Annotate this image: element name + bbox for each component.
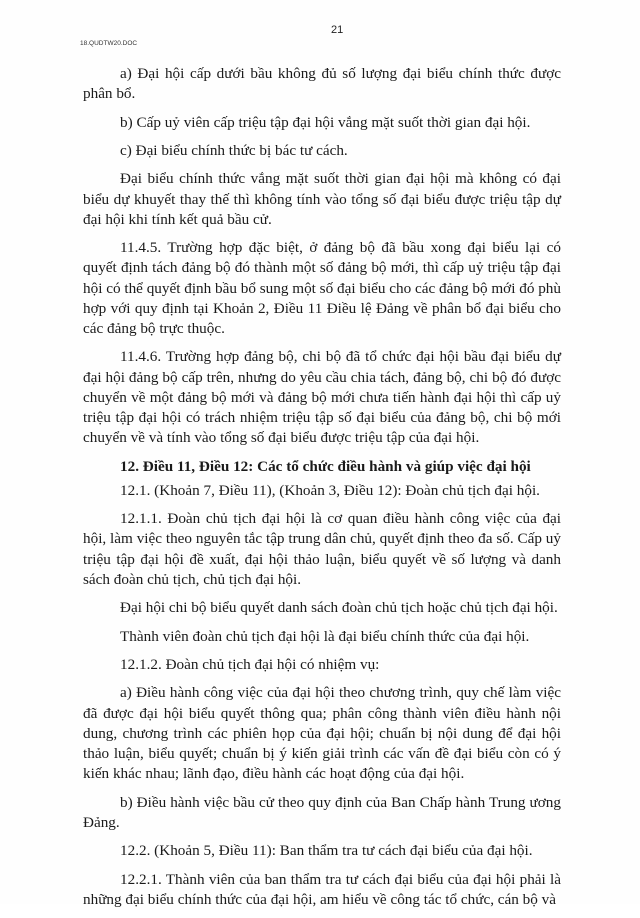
paragraph-12-1-1: 12.1.1. Đoàn chủ tịch đại hội là cơ quan điều hành công việc của đại hội, làm việc theo nguyên tắc tập trung dân chủ, quyết định theo đa số. Cấp uỷ triệu tập đại hội đề xuất, đại hội thảo luận, biểu quyết về số lượng và danh sách đoàn chủ tịch, chủ tịch đại hội. — [83, 510, 561, 588]
paragraph-12-1: 12.1. (Khoản 7, Điều 11), (Khoản 3, Điều 12): Đoàn chủ tịch đại hội. — [120, 481, 540, 499]
paragraph-11-4-5: 11.4.5. Trường hợp đặc biệt, ở đảng bộ đã bầu xong đại biểu lại có quyết định tách đảng bộ đó thành một số đảng bộ mới, thì cấp uỷ triệu tập đại hội có thể quyết định bầu bổ sung một số đại biểu cho các đảng bộ mới đó phù hợp với quy định tại Khoản 2, Điều 11 Điều lệ Đảng về phân bổ đại biểu cho các đảng bộ trực thuộc. — [83, 239, 561, 337]
paragraph-item-c: c) Đại biểu chính thức bị bác tư cách. — [120, 141, 348, 159]
paragraph-item-b: b) Cấp uỷ viên cấp triệu tập đại hội vắng mặt suốt thời gian đại hội. — [120, 113, 531, 131]
paragraph-duty-b: b) Điều hành việc bầu cử theo quy định của Ban Chấp hành Trung ương Đảng. — [83, 793, 561, 831]
paragraph-12-1-2: 12.1.2. Đoàn chủ tịch đại hội có nhiệm vụ: — [120, 655, 380, 673]
paragraph-12-2: 12.2. (Khoản 5, Điều 11): Ban thẩm tra tư cách đại biểu của đại hội. — [120, 842, 533, 860]
section-heading-12: 12. Điều 11, Điều 12: Các tổ chức điều hành và giúp việc đại hội — [120, 457, 531, 475]
page-number: 21 — [331, 24, 344, 36]
paragraph-duty-a: a) Điều hành công việc của đại hội theo chương trình, quy chế làm việc đã được đại hội biểu quyết thông qua; phân công thành viên điều hành nội dung, chương trình các phiên họp của đại hội; chuẩn bị nội dung để đại hội thảo luận, biểu quyết; chuẩn bị ý kiến giải trình các vấn đề đại biểu còn có ý kiến khác nhau; lãnh đạo, điều hành các hoạt động của đại hội. — [83, 684, 561, 783]
paragraph-branch-vote: Đại hội chi bộ biểu quyết danh sách đoàn chủ tịch hoặc chủ tịch đại hội. — [120, 599, 558, 617]
paragraph-presidium-members: Thành viên đoàn chủ tịch đại hội là đại biểu chính thức của đại hội. — [120, 627, 530, 645]
paragraph-12-2-1: 12.2.1. Thành viên của ban thẩm tra tư cách đại biểu của đại hội phải là những đại biểu chính thức của đại hội, am hiểu về công tác tổ chức, cán bộ và — [83, 870, 561, 908]
paragraph-11-4-6: 11.4.6. Trường hợp đảng bộ, chi bộ đã tổ chức đại hội bầu đại biểu dự đại hội đảng bộ cấp trên, nhưng do yêu cầu chia tách, đảng bộ, chi bộ đó được chuyển về một đảng bộ mới và đảng bộ mới chưa tiến hành đại hội thì cấp uỷ triệu tập đại hội có trách nhiệm triệu tập số đại biểu của đảng bộ, chi bộ mới chuyển về và tính vào tổng số đại biểu được triệu tập của đại hội. — [83, 348, 561, 447]
document-filename: 18.QUDTW20.DOC — [80, 40, 138, 47]
paragraph-item-a: a) Đại hội cấp dưới bầu không đủ số lượng đại biểu chính thức được phân bổ. — [83, 65, 561, 103]
document-body — [83, 64, 561, 918]
paragraph-absent-delegates: Đại biểu chính thức vắng mặt suốt thời gian đại hội mà không có đại biểu dự khuyết thay thế thì không tính vào tổng số đại biểu được triệu tập dự đại hội khi tính kết quả bầu cử. — [83, 170, 561, 228]
